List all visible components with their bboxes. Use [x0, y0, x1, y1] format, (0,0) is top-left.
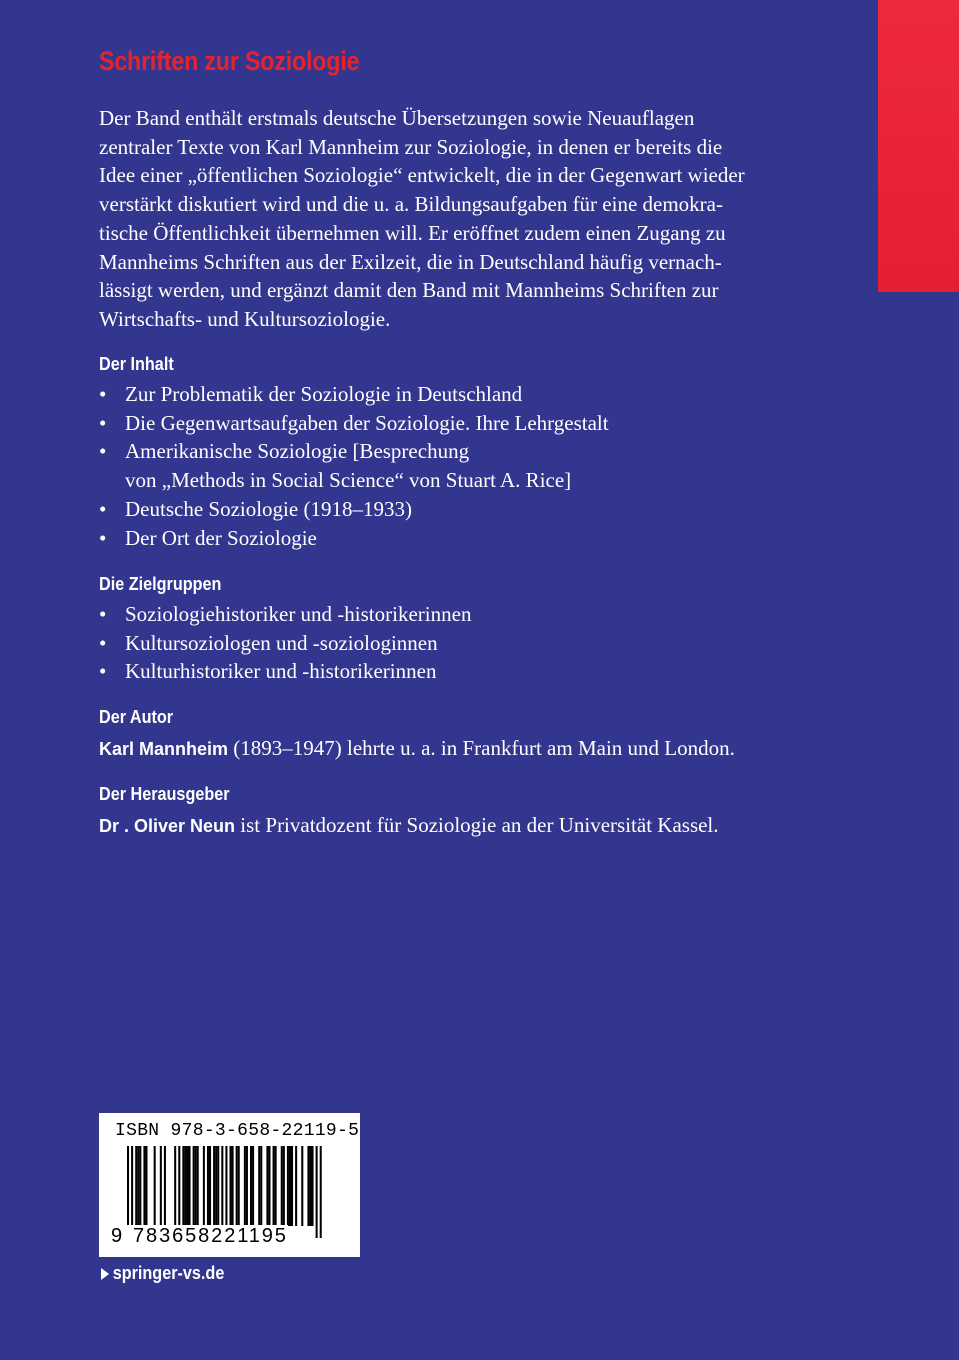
barcode-bar — [250, 1146, 252, 1226]
barcode-bar — [266, 1146, 268, 1226]
bullet-icon: • — [99, 525, 107, 550]
audience-list — [99, 600, 471, 686]
contents-item: Die Gegenwartsaufgaben der Soziologie. Ihre Lehrgestalt — [125, 410, 609, 435]
contents-item: Der Ort der Soziologie — [125, 525, 317, 550]
barcode-bar — [258, 1146, 260, 1226]
list-item — [99, 437, 609, 494]
barcode-bar — [309, 1146, 311, 1226]
barcode-bar — [260, 1146, 262, 1226]
list-item — [99, 657, 471, 686]
audience-heading: Die Zielgruppen — [99, 574, 222, 594]
list-item — [99, 409, 609, 438]
ean-first-digit: 9 — [111, 1225, 125, 1247]
publisher-link[interactable] — [101, 1263, 224, 1284]
barcode-bar — [207, 1146, 209, 1226]
barcode-bar — [291, 1146, 293, 1226]
barcode-bar — [174, 1146, 176, 1226]
blurb-line: Der Band enthält erstmals deutsche Übersetzungen sowie Neuauflagen — [99, 106, 695, 130]
blurb-line: Idee einer „öffentlichen Soziologie“ entwickelt, die in der Gegenwart wieder — [99, 163, 745, 188]
barcode-bar — [197, 1146, 199, 1226]
barcode-bar — [236, 1146, 238, 1226]
barcode-bar — [186, 1146, 188, 1226]
barcode-bar — [135, 1146, 137, 1226]
series-title: Schriften zur Soziologie — [99, 46, 360, 76]
blurb-line: zentraler Texte von Karl Mannheim zur Soziologie, in denen er bereits die — [99, 134, 723, 159]
barcode-bar — [268, 1146, 270, 1226]
list-item — [99, 629, 471, 658]
barcode-bar — [145, 1146, 147, 1226]
barcode-bar — [281, 1146, 283, 1226]
barcode-bar — [320, 1146, 322, 1238]
author-text: (1893–1947) lehrte u. a. in Frankfurt am Main und London. — [228, 736, 735, 760]
contents-list — [99, 380, 609, 552]
isbn-number: ISBN 978-3-658-22119-5 — [115, 1121, 360, 1141]
barcode-bar — [289, 1146, 291, 1226]
list-item — [99, 600, 471, 629]
triangle-right-icon — [101, 1268, 109, 1280]
barcode-bar — [160, 1146, 162, 1226]
barcode-bar — [213, 1146, 215, 1226]
blurb-line: verstärkt diskutiert wird und die u. a. Bildungsaufgaben für eine demokra- — [99, 192, 723, 217]
audience-item: Soziologiehistoriker und -historikerinnen — [125, 602, 472, 626]
barcode-bar — [189, 1146, 191, 1226]
bullet-icon: • — [99, 630, 107, 655]
contents-heading: Der Inhalt — [99, 354, 174, 374]
barcode-bar — [209, 1146, 211, 1226]
contents-item: Amerikanische Soziologie [Besprechung — [125, 439, 470, 464]
bullet-icon: • — [99, 382, 107, 406]
audience-item: Kulturhistoriker und -historikerinnen — [125, 659, 437, 684]
barcode-bar — [178, 1146, 180, 1226]
bullet-icon: • — [99, 410, 107, 435]
barcode-bar — [238, 1146, 240, 1226]
barcode-bar — [215, 1146, 217, 1226]
barcode-bar — [232, 1146, 234, 1226]
red-corner-strip — [878, 0, 959, 292]
barcode-bar — [301, 1146, 303, 1226]
audience-item: Kultursoziologen und -soziologinnen — [125, 630, 438, 655]
bullet-icon: • — [99, 659, 107, 684]
barcode-bar — [230, 1146, 232, 1226]
barcode-bar — [312, 1146, 314, 1226]
blurb-text — [99, 104, 813, 334]
barcode-bar — [164, 1146, 166, 1226]
barcode-bar — [143, 1146, 145, 1226]
author-heading: Der Autor — [99, 707, 174, 727]
editor-name: Dr . Oliver Neun — [99, 816, 236, 836]
contents-item-continuation: von „Methods in Social Science“ von Stuart A. Rice] — [125, 468, 572, 493]
list-item — [99, 524, 609, 553]
barcode-bar — [252, 1146, 254, 1226]
editor-heading: Der Herausgeber — [99, 784, 230, 804]
contents-item: Deutsche Soziologie (1918–1933) — [125, 496, 412, 521]
list-item — [99, 495, 609, 524]
barcode-bar — [244, 1146, 246, 1226]
blurb-line: Wirtschafts- und Kultursoziologie. — [99, 306, 391, 331]
barcode-bar — [193, 1146, 195, 1226]
barcode-bar — [283, 1146, 285, 1226]
editor-text: ist Privatdozent für Soziologie an der Universität Kassel. — [235, 813, 719, 837]
barcode-bar — [195, 1146, 197, 1226]
barcode-bar — [184, 1146, 186, 1226]
barcode-bar — [139, 1146, 141, 1226]
editor-bio — [99, 811, 719, 840]
barcode-bar — [287, 1146, 289, 1226]
bullet-icon: • — [99, 439, 107, 464]
contents-item: Zur Problematik der Soziologie in Deutschland — [125, 382, 523, 406]
barcode-bar — [295, 1146, 297, 1226]
barcode-bar — [137, 1146, 139, 1226]
publisher-url[interactable]: springer-vs.de — [112, 1263, 225, 1283]
barcode-bar — [246, 1146, 248, 1226]
barcode-bar — [203, 1146, 205, 1226]
barcode-bar — [307, 1146, 309, 1226]
isbn-barcode — [99, 1113, 360, 1257]
ean-remaining-digits: 783658221195 — [133, 1225, 288, 1247]
bullet-icon: • — [99, 496, 107, 521]
barcode-bar — [316, 1146, 318, 1238]
blurb-line: Mannheims Schriften aus der Exilzeit, die in Deutschland häufig vernach- — [99, 249, 722, 274]
blurb-line: lässigt werden, und ergänzt damit den Band mit Mannheims Schriften zur — [99, 278, 719, 303]
barcode-bar — [217, 1146, 219, 1226]
barcode-bar — [273, 1146, 275, 1226]
ean-digits — [111, 1225, 288, 1248]
barcode-bar — [154, 1146, 156, 1226]
barcode-bar — [275, 1146, 277, 1226]
blurb-line: tische Öffentlichkeit übernehmen will. Er eröffnet zudem einen Zugang zu — [99, 220, 726, 245]
list-item — [99, 380, 609, 409]
author-name: Karl Mannheim — [99, 739, 229, 759]
bullet-icon: • — [99, 602, 107, 626]
author-bio — [99, 734, 735, 763]
barcode-bar — [182, 1146, 184, 1226]
